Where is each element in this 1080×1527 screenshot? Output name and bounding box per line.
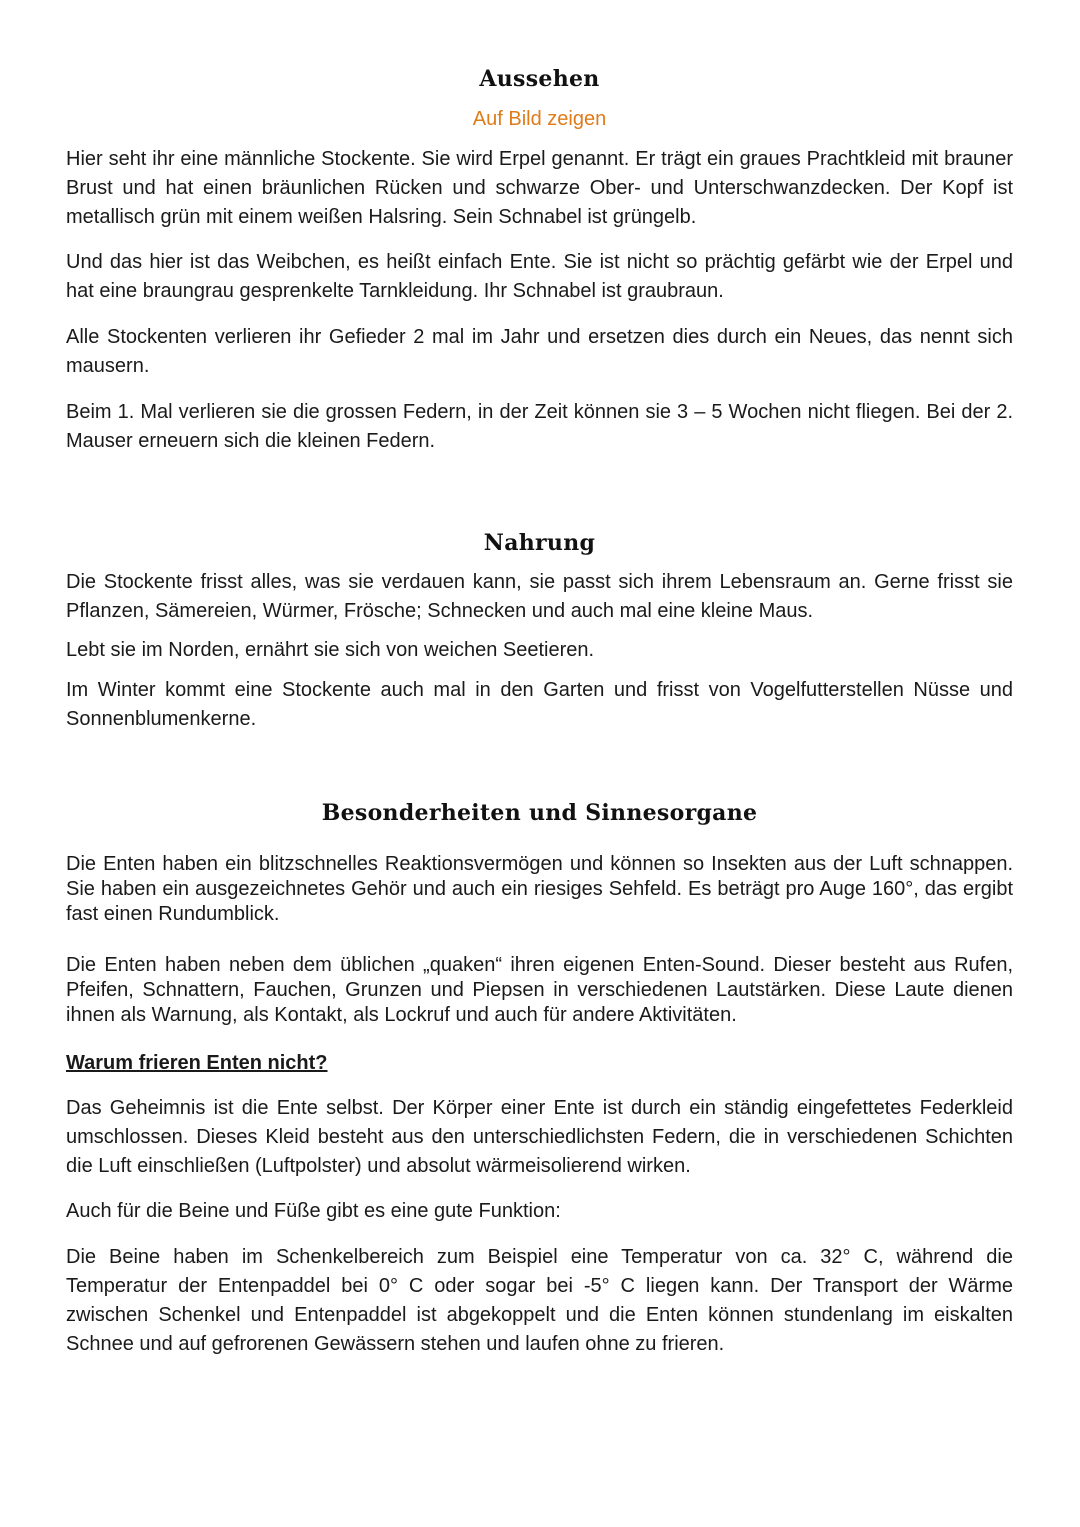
paragraph-nahrung-1: Die Stockente frisst alles, was sie verdauen kann, sie passt sich ihrem Lebensraum an. Gerne frisst sie Pflanzen, Sämereien, Würmer, Frösche; Schnecken und auch mal eine kleine Maus. xyxy=(66,571,1013,622)
paragraph-answer-3: Die Beine haben im Schenkelbereich zum Beispiel eine Temperatur von ca. 32° C, während die Temperatur der Entenpaddel bei 0° C oder sogar bei -5° C liegen kann. Der Transport der Wärme zwischen Schenkel und Entenpaddel ist abgekoppelt und die Enten können stundenlang im eiskalten Schnee und auf gefrorenen Gewässern stehen und laufen ohne zu frieren. xyxy=(66,1246,1013,1355)
section-title-besonderheiten: Besonderheiten und Sinnesorgane xyxy=(321,800,758,826)
section-title-nahrung: Nahrung xyxy=(483,530,596,556)
paragraph-besonderheiten-1: Die Enten haben ein blitzschnelles Reaktionsvermögen und können so Insekten aus der Luft schnappen. Sie haben ein ausgezeichnetes Gehör und auch ein riesiges Sehfeld. Es beträgt pro Auge 160°, das ergibt fast einen Rundumblick. xyxy=(66,853,1013,925)
paragraph-answer-1: Das Geheimnis ist die Ente selbst. Der Körper einer Ente ist durch ein ständig eingefettetes Federkleid umschlossen. Dieses Kleid besteht aus den unterschiedlichsten Federn, die in verschiedenen Schichten die Luft einschließen (Luftpolster) und absolut wärmeisolierend wirken. xyxy=(66,1097,1013,1177)
show-on-picture-note: Auf Bild zeigen xyxy=(472,108,607,130)
document-page xyxy=(66,0,1013,1359)
paragraph-nahrung-2: Lebt sie im Norden, ernährt sie sich von weichen Seetieren. xyxy=(66,639,595,661)
paragraph-aussehen-2: Und das hier ist das Weibchen, es heißt einfach Ente. Sie ist nicht so prächtig gefärbt wie der Erpel und hat eine braungrau gesprenkelte Tarnkleidung. Ihr Schnabel ist graubraun. xyxy=(66,251,1013,302)
question-heading: Warum frieren Enten nicht? xyxy=(66,1052,328,1074)
paragraph-aussehen-1: Hier seht ihr eine männliche Stockente. Sie wird Erpel genannt. Er trägt ein graues Prachtkleid mit brauner Brust und hat einen bräunlichen Rücken und schwarze Ober- und Unterschwanzdecken. Der Kopf ist metallisch grün mit einem weißen Halsring. Sein Schnabel ist grüngelb. xyxy=(66,148,1013,228)
paragraph-aussehen-3: Alle Stockenten verlieren ihr Gefieder 2 mal im Jahr und ersetzen dies durch ein Neues, das nennt sich mausern. xyxy=(66,326,1013,377)
paragraph-nahrung-3: Im Winter kommt eine Stockente auch mal in den Garten und frisst von Vogelfutterstellen Nüsse und Sonnenblumenkerne. xyxy=(66,679,1013,730)
section-title-aussehen: Aussehen xyxy=(479,66,600,92)
paragraph-answer-2: Auch für die Beine und Füße gibt es eine gute Funktion: xyxy=(66,1200,561,1222)
paragraph-aussehen-4: Beim 1. Mal verlieren sie die grossen Federn, in der Zeit können sie 3 – 5 Wochen nicht fliegen. Bei der 2. Mauser erneuern sich die kleinen Federn. xyxy=(66,401,1013,452)
paragraph-besonderheiten-2: Die Enten haben neben dem üblichen „quaken“ ihren eigenen Enten-Sound. Dieser besteht aus Rufen, Pfeifen, Schnattern, Fauchen, Grunzen und Piepsen in verschiedenen Lautstärken. Diese Laute dienen ihnen als Warnung, als Kontakt, als Lockruf und auch für andere Aktivitäten. xyxy=(66,954,1013,1026)
